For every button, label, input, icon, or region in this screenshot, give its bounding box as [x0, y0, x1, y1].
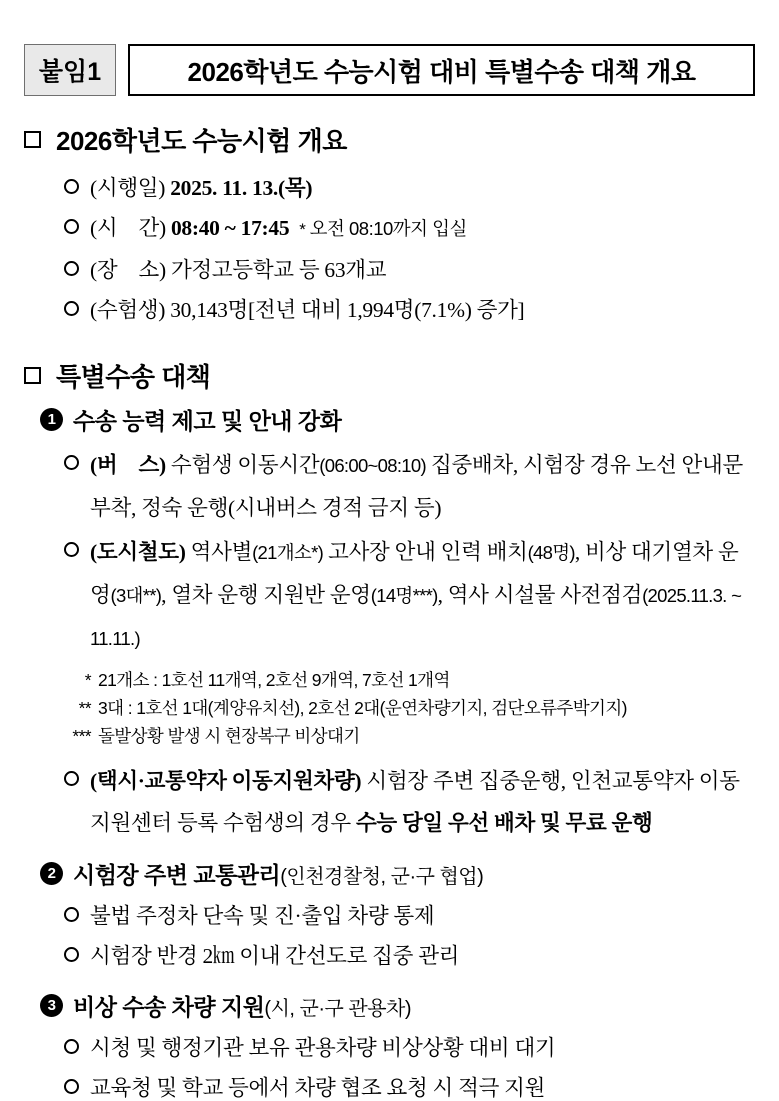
circle-bullet-icon — [64, 261, 79, 276]
bullet-label: (택시·교통약자 이동지원차량) — [90, 769, 362, 793]
circled-number-2-icon: 2 — [40, 862, 63, 885]
subsection-2-paren: (인천경찰청, 군·구 협업) — [280, 865, 484, 888]
subsection-3-heading — [40, 990, 755, 1020]
footnote-row — [62, 694, 755, 722]
attachment-label: 붙임1 — [38, 58, 102, 86]
circle-bullet-icon — [64, 455, 79, 470]
item-text — [90, 208, 755, 250]
bullet-segment: , 역사 시설물 사전점검 — [437, 583, 643, 607]
list-item-date — [64, 168, 755, 208]
footnote-row — [62, 722, 755, 750]
circled-number-1-icon: 1 — [40, 408, 63, 431]
document-title: 2026학년도 수능시험 대비 특별수송 대책 개요 — [187, 56, 696, 87]
document-header — [24, 44, 755, 96]
subsection-2-heading — [40, 858, 755, 888]
square-bullet-icon — [24, 367, 41, 384]
bullet-label: (버 스) — [90, 453, 166, 477]
item-text — [90, 290, 755, 330]
footnote-text: 21개소 : 1호선 11개역, 2호선 9개역, 7호선 1개역 — [98, 670, 450, 690]
subsection-3-paren: (시, 군·구 관용차) — [264, 997, 411, 1020]
footnote-row — [62, 666, 755, 694]
list-item — [64, 1028, 755, 1068]
section-overview-heading — [24, 122, 755, 156]
circle-bullet-icon — [64, 1039, 79, 1054]
section-special-title: 특별수송 대책 — [56, 361, 211, 392]
item-label: (장 소) — [90, 258, 166, 282]
paren-detail: (2025.11.3. ~ 11.11.) — [90, 585, 742, 649]
circle-bullet-icon — [64, 179, 79, 194]
item-note: 오전 08:10까지 입실 — [309, 218, 467, 239]
bullet-metro — [64, 531, 755, 660]
footnote-mark: ** — [78, 698, 91, 718]
bullet-segment: 고사장 안내 인력 배치 — [323, 540, 528, 564]
item-text: 시청 및 행정기관 보유 관용차량 비상상황 대비 대기 — [90, 1036, 556, 1060]
overview-list — [24, 168, 755, 330]
bullet-bold-segment: 수능 당일 우선 배차 및 무료 운행 — [355, 811, 653, 835]
section-overview-title: 2026학년도 수능시험 개요 — [56, 125, 347, 156]
bullet-segment: 역사별 — [185, 540, 253, 564]
subsection-1-heading — [40, 404, 755, 434]
bullet-segment: , 비상 대기열차 운영 — [90, 540, 739, 607]
bullet-taxi — [64, 760, 755, 844]
list-item-examinees — [64, 290, 755, 330]
item-value: 30,143명[전년 대비 1,994명(7.1%) 증가] — [170, 298, 525, 322]
subsection-2-list — [24, 896, 755, 976]
item-label: (수험생) — [90, 298, 166, 322]
section-special-heading — [24, 358, 755, 392]
paren-detail: (3대**) — [110, 585, 162, 606]
circle-bullet-icon — [64, 301, 79, 316]
paren-detail: (06:00~08:10) — [319, 455, 426, 476]
circle-bullet-icon — [64, 1079, 79, 1094]
circle-bullet-icon — [64, 219, 79, 234]
subsection-2-title — [73, 857, 483, 890]
list-item — [64, 896, 755, 936]
list-item-time — [64, 208, 755, 250]
bullet-text — [90, 760, 755, 844]
item-value: 가정고등학교 등 63개교 — [170, 258, 387, 282]
attachment-tag-box — [24, 44, 116, 96]
subsection-1-title: 수송 능력 제고 및 안내 강화 — [73, 407, 342, 434]
bullet-text — [90, 531, 755, 660]
paren-detail: (21개소*) — [252, 542, 324, 563]
circled-number-3-icon: 3 — [40, 994, 63, 1017]
square-bullet-icon — [24, 131, 41, 148]
footnote-text: 돌발상황 발생 시 현장복구 비상대기 — [98, 726, 360, 746]
item-label: (시행일) — [90, 176, 166, 200]
circle-bullet-icon — [64, 542, 79, 557]
bullet-segment: 집중배차, 시험장 경유 노선 안내문 부착, 정숙 운행(시내버스 경적 금지 등) — [90, 453, 743, 520]
document-title-box — [128, 44, 755, 96]
paren-detail: (14명***) — [370, 585, 438, 606]
item-label: (시 간) — [90, 216, 166, 240]
subsection-3-title-text: 비상 수송 차량 지원 — [73, 993, 265, 1020]
footnote-star: * — [299, 220, 306, 239]
list-item — [64, 1068, 755, 1101]
bullet-bus — [64, 444, 755, 529]
paren-detail: (48명) — [527, 542, 575, 563]
bullet-segment: 시험장 주변 집중운행, 인천교통약자 이동지원센터 등록 수험생의 경우 — [90, 769, 740, 835]
list-item-place — [64, 250, 755, 290]
subsection-3-list — [24, 1028, 755, 1101]
item-text — [90, 168, 755, 208]
bullet-text — [90, 444, 755, 529]
circle-bullet-icon — [64, 947, 79, 962]
circle-bullet-icon — [64, 771, 79, 786]
bullet-label: (도시철도) — [90, 540, 186, 564]
list-item — [64, 936, 755, 976]
footnote-list — [62, 666, 755, 750]
subsection-2-title-text: 시험장 주변 교통관리 — [73, 861, 281, 888]
bullet-segment: , 열차 운행 지원반 운영 — [161, 583, 371, 607]
bullet-segment: 수험생 이동시간 — [165, 453, 320, 477]
item-text: 불법 주정차 단속 및 진·출입 차량 통제 — [90, 904, 435, 928]
circle-bullet-icon — [64, 907, 79, 922]
subsection-3-title — [73, 989, 411, 1022]
item-value: 2025. 11. 13.(목) — [170, 176, 313, 200]
footnote-mark: *** — [72, 726, 91, 746]
footnote-mark: * — [84, 670, 91, 690]
item-text: 시험장 반경 2㎞ 이내 간선도로 집중 관리 — [90, 944, 460, 968]
item-value: 08:40 ~ 17:45 — [170, 216, 290, 240]
item-text: 교육청 및 학교 등에서 차량 협조 요청 시 적극 지원 — [90, 1076, 546, 1100]
item-text — [90, 250, 755, 290]
footnote-text: 3대 : 1호선 1대(계양유치선), 2호선 2대(운연차량기지, 검단오류주박기지) — [98, 698, 627, 718]
